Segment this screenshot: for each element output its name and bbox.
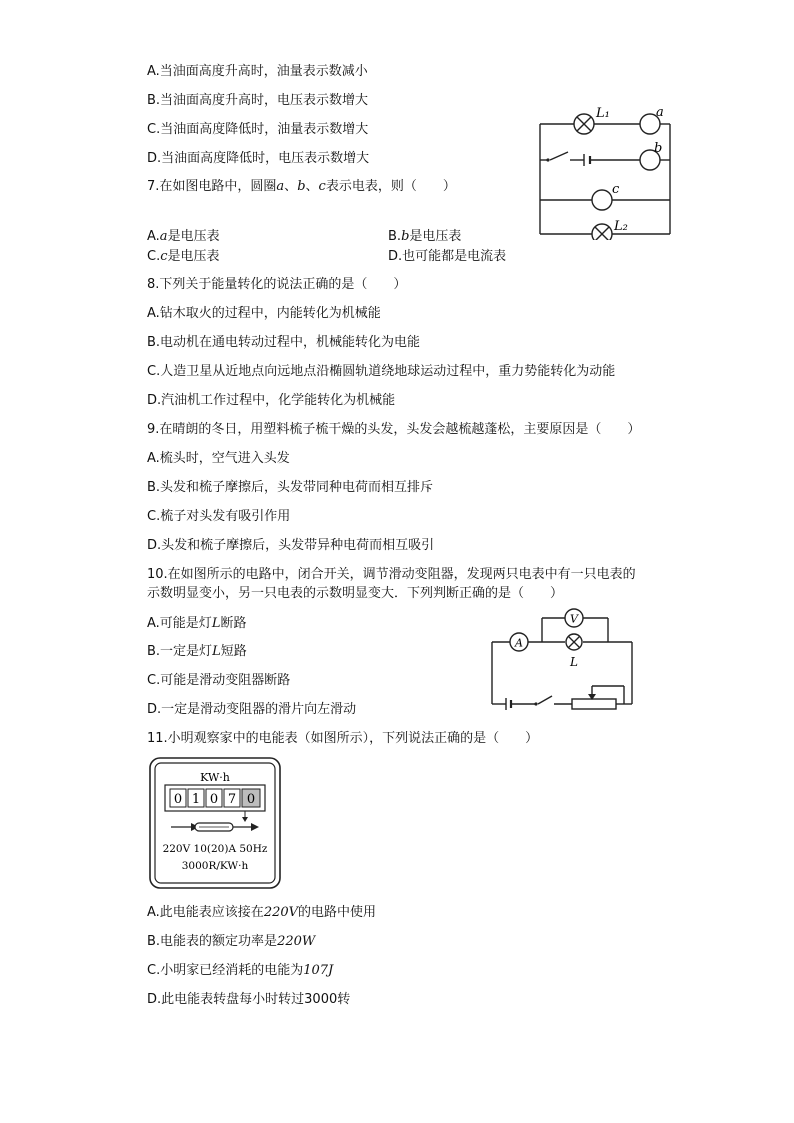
q8-option-d: D.汽油机工作过程中，化学能转化为机械能 <box>147 393 396 408</box>
q6-option-b: B.当油面高度升高时，电压表示数增大 <box>147 93 369 108</box>
lamp-l-label: L <box>570 655 578 669</box>
q8-option-a: A.钻木取火的过程中，内能转化为机械能 <box>147 306 381 321</box>
q9-option-b: B.头发和梳子摩擦后，头发带同种电荷而相互排斥 <box>147 480 434 495</box>
q8-option-c: C.人造卫星从近地点向远地点沿椭圆轨道绕地球运动过程中，重力势能转化为动能 <box>147 364 616 379</box>
q7-option-a: A.a是电压表 <box>147 229 220 244</box>
q11-option-a: A.此电能表应该接在220V的电路中使用 <box>147 905 377 920</box>
q7-stem: 7.在如图电路中，圆圈a、b、c表示电表，则（ ） <box>147 179 456 194</box>
meter-digit: 0 <box>173 792 183 807</box>
q10-stem-line1: 10.在如图所示的电路中，闭合开关，调节滑动变阻器，发现两只电表中有一只电表的 <box>147 567 636 582</box>
label-c: c <box>612 182 620 197</box>
switch-dot <box>546 158 549 161</box>
label-b: b <box>654 141 663 156</box>
q9-stem: 9.在晴朗的冬日，用塑料梳子梳干燥的头发，头发会越梳越蓬松，主要原因是（ ） <box>147 422 641 437</box>
label-l2: L₂ <box>614 219 628 234</box>
q10-option-d: D.一定是滑动变阻器的滑片向左滑动 <box>147 702 357 717</box>
voltmeter-label: V <box>570 612 578 626</box>
q7-circuit-diagram <box>536 104 676 240</box>
q8-option-b: B.电动机在通电转动过程中，机械能转化为电能 <box>147 335 421 350</box>
q11-stem: 11.小明观察家中的电能表（如图所示），下列说法正确的是（ ） <box>147 731 539 746</box>
q9-option-c: C.梳子对头发有吸引作用 <box>147 509 291 524</box>
energy-meter-figure <box>149 757 281 889</box>
meter-spec-line2: 3000R/KW·h <box>181 860 249 872</box>
q10-option-a: A.可能是灯L断路 <box>147 616 247 631</box>
q7-option-b: B.b是电压表 <box>388 229 462 244</box>
q10-option-b: B.一定是灯L短路 <box>147 644 247 659</box>
meter-spec-line1: 220V 10(20)A 50Hz <box>162 843 268 855</box>
q10-circuit-diagram <box>488 606 636 716</box>
switch-dot <box>534 702 537 705</box>
q10-option-c: C.可能是滑动变阻器断路 <box>147 673 291 688</box>
q8-stem: 8.下列关于能量转化的说法正确的是（ ） <box>147 277 407 292</box>
q10-stem-line2: 示数明显变小，另一只电表的示数明显变大．下列判断正确的是（ ） <box>147 586 564 601</box>
meter-c-icon <box>592 190 612 210</box>
q11-option-b: B.电能表的额定功率是220W <box>147 934 316 949</box>
meter-counter <box>170 789 260 807</box>
lamp-l1-icon <box>574 114 594 134</box>
ammeter-label: A <box>515 636 523 650</box>
meter-digit-decimal: 0 <box>246 792 256 807</box>
q7-option-c: C.c是电压表 <box>147 249 220 264</box>
q7-option-d: D.也可能都是电流表 <box>388 249 507 264</box>
meter-digit: 0 <box>209 792 219 807</box>
meter-unit-label: KW·h <box>200 771 230 784</box>
q11-option-c: C.小明家已经消耗的电能为107J <box>147 963 334 978</box>
label-a: a <box>656 105 664 120</box>
lamp-l2-icon <box>592 224 612 240</box>
q6-option-d: D.当油面高度降低时，电压表示数增大 <box>147 151 370 166</box>
meter-digit: 1 <box>191 792 201 807</box>
q9-option-d: D.头发和梳子摩擦后，头发带异种电荷而相互吸引 <box>147 538 435 553</box>
label-l1: L₁ <box>596 106 610 121</box>
lamp-l-icon <box>566 634 582 650</box>
q9-option-a: A.梳头时，空气进入头发 <box>147 451 290 466</box>
q6-option-a: A.当油面高度升高时，油量表示数减小 <box>147 64 368 79</box>
meter-digit: 7 <box>227 792 237 807</box>
q6-option-c: C.当油面高度降低时，油量表示数增大 <box>147 122 369 137</box>
q11-option-d: D.此电能表转盘每小时转过3000转 <box>147 992 351 1007</box>
